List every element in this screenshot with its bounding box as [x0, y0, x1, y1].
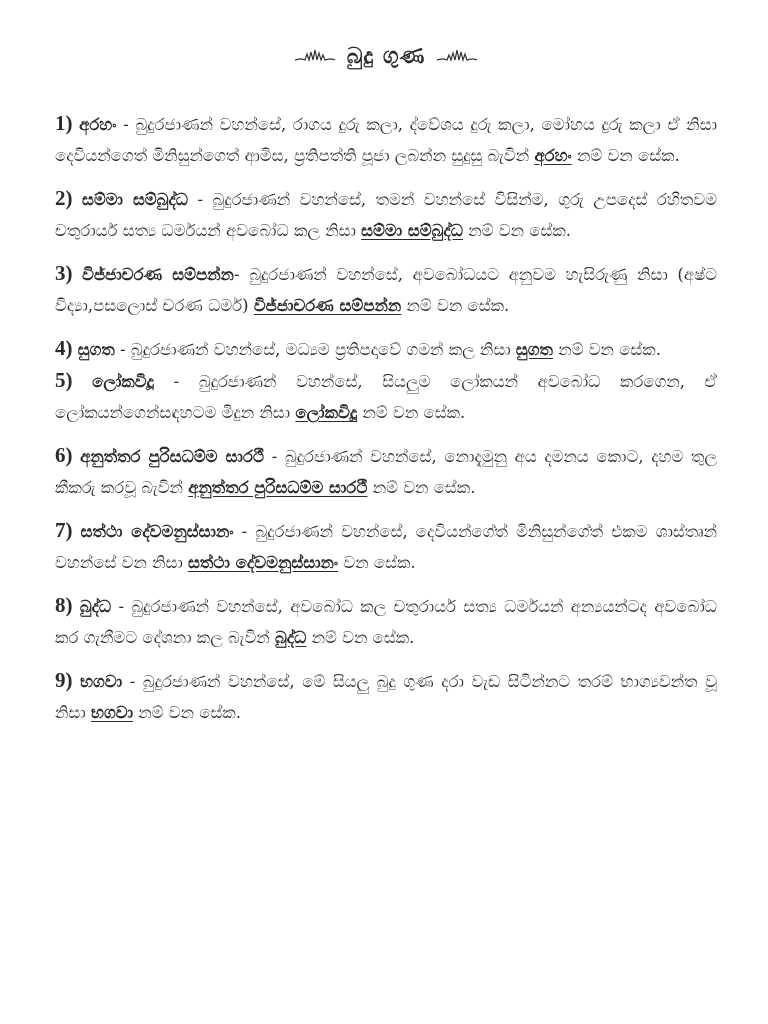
quality-closing: නම් වන සේක.	[468, 221, 571, 240]
quality-highlight: භගවා	[90, 703, 134, 722]
left-ornament-icon	[293, 46, 337, 66]
quality-paragraph	[55, 665, 717, 728]
quality-highlight: අනුත්තර පුරිසධම්ම සාරථී	[188, 478, 368, 497]
quality-term: අනුත්තර පුරිසධම්ම සාරථී	[80, 447, 265, 466]
quality-list	[55, 108, 717, 728]
term-separator: -	[188, 190, 213, 209]
quality-description: බුදුරජාණන් වහන්සේ, සියලුම ලෝකයන් අවබෝධ කරගෙන, ඒ ලෝකයන්ගෙන්සඳහටම මිදුන නිසා	[55, 372, 717, 422]
quality-term: සම්මා සම්බුද්ධ	[81, 190, 189, 209]
quality-highlight: විජ්ජාචරණ සම්පන්න	[253, 296, 402, 315]
quality-paragraph	[55, 333, 717, 365]
page-title: බුදු ගුණ	[346, 43, 426, 69]
term-separator: -	[153, 372, 199, 391]
quality-paragraph	[55, 515, 717, 578]
quality-highlight: බුද්ධ	[274, 628, 307, 647]
quality-paragraph	[55, 108, 717, 171]
quality-term: භගවා	[80, 672, 123, 691]
quality-paragraph	[55, 590, 717, 653]
quality-number: 3)	[55, 261, 73, 285]
quality-number: 6)	[55, 443, 73, 467]
quality-paragraph	[55, 183, 717, 246]
quality-closing: නම් වන සේක.	[311, 628, 415, 647]
quality-closing: නම් වන සේක.	[138, 703, 242, 722]
quality-term: විජ්ජාචරණ සම්පන්න	[82, 265, 234, 284]
quality-highlight: සුගත	[515, 340, 553, 359]
quality-term: ලෝකවිදූ	[92, 372, 154, 391]
term-separator: -	[233, 265, 250, 284]
quality-description: බුදුරජාණන් වහන්සේ, රාගය දුරු කලා, ද්වේශය දුරු කලා, මෝහය දුරු කලා ඒ නිසා දෙවියන්ගෙත් මිනිසුන්ගෙත් ආමිස, ප්‍රතිපත්ති පූජා ලබන්න සුදුසු බැවින්	[55, 115, 717, 165]
quality-number: 5)	[55, 368, 73, 392]
quality-closing: නම් වන සේක.	[362, 403, 466, 422]
quality-number: 8)	[55, 593, 73, 617]
quality-paragraph	[55, 258, 717, 321]
quality-highlight: සම්මා සම්බුද්ධ	[361, 221, 463, 240]
quality-number: 9)	[55, 668, 73, 692]
quality-highlight: අරහං	[534, 146, 572, 165]
quality-paragraph	[55, 365, 717, 428]
quality-highlight: ලෝකවිදූ	[295, 403, 358, 422]
quality-term: අරහං	[79, 115, 117, 134]
quality-closing: නම් වන සේක.	[372, 478, 476, 497]
quality-closing: වන සේක.	[343, 553, 416, 572]
quality-closing: නම් වන සේක.	[558, 340, 661, 359]
term-separator: -	[111, 597, 132, 616]
quality-closing: නම් වන සේක.	[406, 296, 510, 315]
quality-description: බුදුරජාණන් වහන්සේ, මධ්‍යම ප්‍රතිපදාවේ ගමන් කල නිසා	[130, 340, 511, 359]
quality-term: බුද්ධ	[79, 597, 112, 616]
quality-description: බුදුරජාණන් වහන්සේ, නොදැමුනු අය දමනය කොට, දහම තුල කීකරු කරවූ බැවින්	[55, 447, 717, 497]
quality-paragraph	[55, 440, 717, 503]
term-separator: -	[264, 447, 285, 466]
quality-number: 1)	[55, 111, 73, 135]
quality-number: 4)	[55, 336, 73, 360]
term-separator: -	[122, 672, 143, 691]
right-ornament-icon	[435, 46, 479, 66]
quality-description: බුදුරජාණන් වහන්සේ, අවබෝධ කල චතුරාර්ය සත්‍ය ධර්මයන් අන්‍යයන්ටද අවබෝධ කර ගැනීමට දේශනා කල බැවින්	[55, 597, 717, 647]
quality-description: බුදුරජාණන් වහන්සේ, තමන් වහන්සේ විසින්ම, ගුරු උපදෙස් රහිතවම චතුරාර්ය සත්‍ය ධර්මයන් අවබෝධ කල නිසා	[55, 190, 717, 240]
quality-closing: නම් වන සේක.	[577, 146, 680, 165]
quality-number: 7)	[55, 518, 73, 542]
document-page	[55, 30, 717, 740]
term-separator: -	[116, 115, 136, 134]
quality-description: බුදුරජාණන් වහන්සේ, දෙවියන්ගේත් මිනිසුන්ගේත් එකම ශාස්තෘන් වහන්සේ වන නිසා	[55, 522, 717, 572]
quality-number: 2)	[55, 186, 73, 210]
title-row	[55, 30, 717, 82]
quality-term: සුගත	[77, 340, 115, 359]
term-separator: -	[114, 340, 131, 359]
quality-description: බුදුරජාණන් වහන්සේ, අවබෝධයට අනුවම හැසිරුණු නිසා (අෂ්ට විද්‍යා,පසලොස් චරණ ධර්ම)	[55, 265, 718, 315]
quality-highlight: සත්ථා දේවමනුස්සානං	[188, 553, 339, 572]
quality-description: බුදුරජාණන් වහන්සේ, මේ සියලු බුදු ගුණ දරා වැඩ සිටින්නට තරම් භාග්‍යවන්ත වූ නිසා	[55, 672, 718, 722]
quality-term: සත්ථා දේවමනුස්සානං	[80, 522, 234, 541]
term-separator: -	[233, 522, 256, 541]
